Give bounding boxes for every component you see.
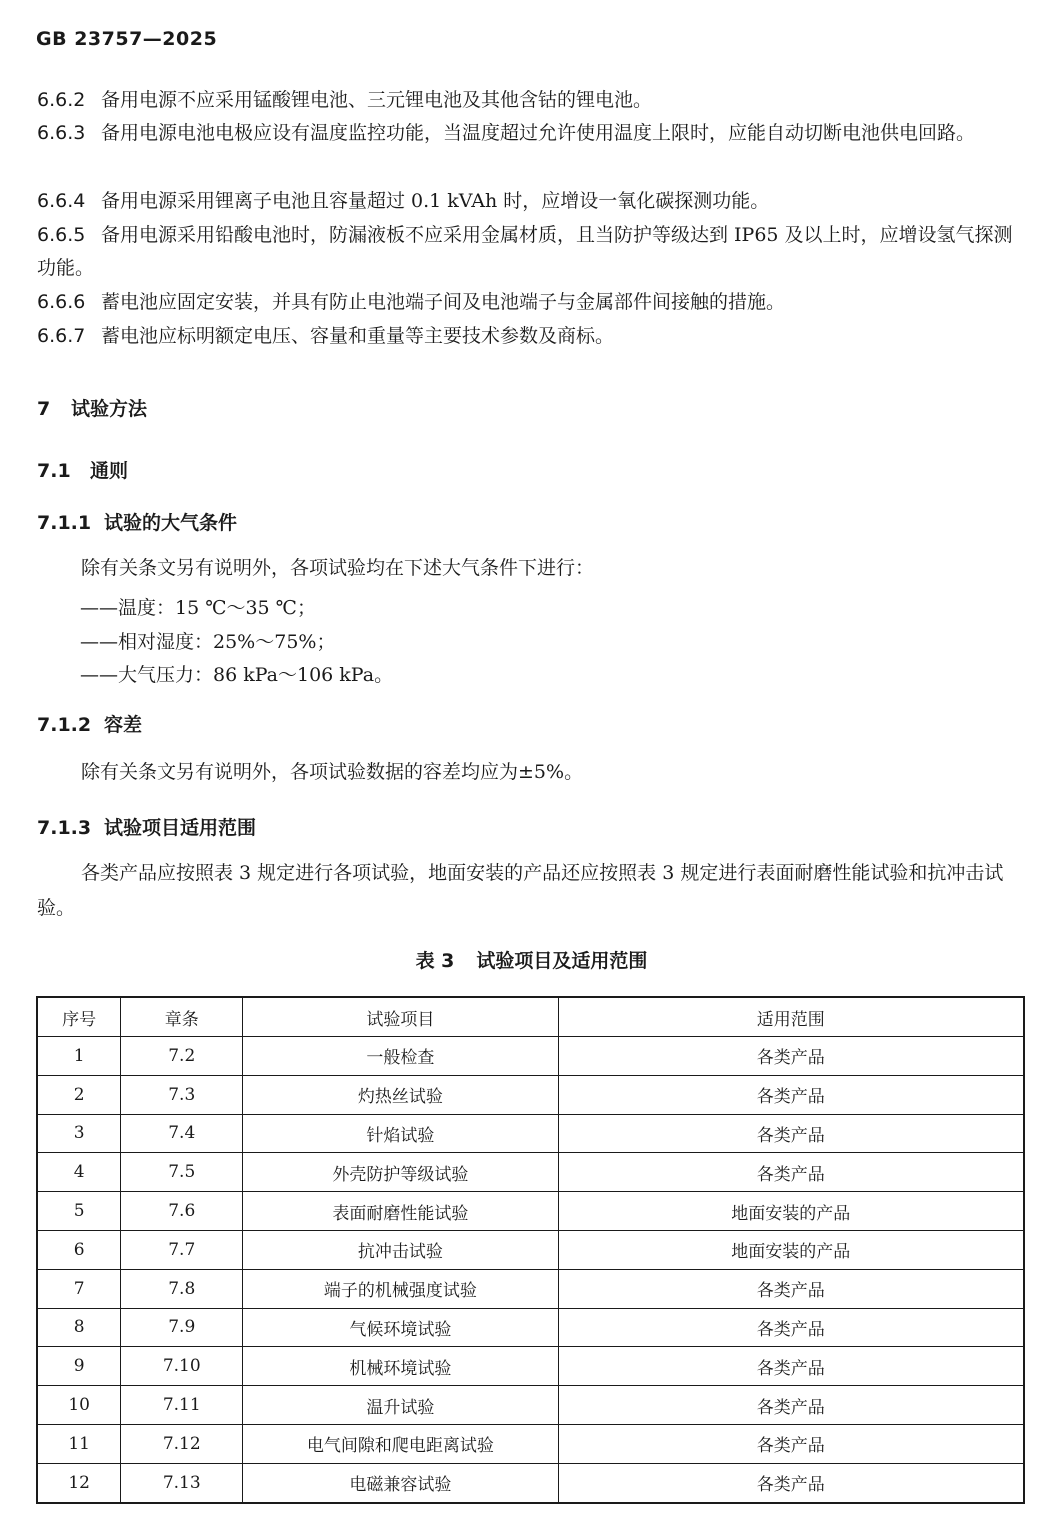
cell-scope: 地面安装的产品	[558, 1192, 1024, 1231]
cell-clause: 7.6	[121, 1192, 243, 1231]
test-scope-paragraph: 各类产品应按照表 3 规定进行各项试验，地面安装的产品还应按照表 3 规定进行表面耐磨性能试验和抗冲击试验。	[37, 862, 1004, 919]
section-title: 试验项目适用范围	[104, 817, 257, 839]
clause-number: 6.6.4	[37, 190, 86, 212]
condition-humidity: ——相对湿度：25%～75%；	[80, 631, 336, 653]
cell-scope: 各类产品	[558, 1075, 1024, 1114]
clause-text: 备用电源不应采用锰酸锂电池、三元锂电池及其他含钴的锂电池。	[101, 89, 653, 111]
cell-serial: 9	[37, 1347, 121, 1386]
cell-clause: 7.4	[121, 1114, 243, 1153]
clause-number: 6.6.3	[37, 122, 86, 144]
clause-number: 6.6.5	[37, 224, 86, 246]
cell-clause: 7.5	[121, 1153, 243, 1192]
cell-serial: 6	[37, 1230, 121, 1269]
cell-clause: 7.11	[121, 1386, 243, 1425]
cell-clause: 7.12	[121, 1424, 243, 1463]
cell-serial: 10	[37, 1386, 121, 1425]
condition-temperature: ——温度：15 ℃～35 ℃；	[80, 597, 316, 619]
section-number: 7	[37, 398, 51, 420]
cell-serial: 8	[37, 1308, 121, 1347]
table-row	[37, 1192, 1024, 1231]
standard-code-header: GB 23757—2025	[36, 28, 218, 50]
clause-number: 6.6.2	[37, 89, 86, 111]
section-number: 7.1.1	[37, 512, 92, 534]
clause-6-6-7	[37, 320, 1027, 353]
cell-serial: 3	[37, 1114, 121, 1153]
header-scope: 适用范围	[558, 997, 1024, 1037]
cell-test-item: 一般检查	[243, 1037, 558, 1076]
cell-serial: 1	[37, 1037, 121, 1076]
cell-clause: 7.2	[121, 1037, 243, 1076]
section-number: 7.1.2	[37, 714, 92, 736]
clause-number: 6.6.7	[37, 325, 86, 347]
cell-scope: 各类产品	[558, 1114, 1024, 1153]
section-number: 7.1	[37, 460, 71, 482]
section-7-1-3-heading	[37, 813, 256, 840]
clause-text: 蓄电池应标明额定电压、容量和重量等主要技术参数及商标。	[101, 325, 615, 347]
header-clause: 章条	[121, 997, 243, 1037]
table-row	[37, 1347, 1024, 1386]
clause-6-6-6	[37, 286, 1027, 319]
cell-scope: 各类产品	[558, 1347, 1024, 1386]
cell-scope: 各类产品	[558, 1463, 1024, 1502]
section-7-1-2-heading	[37, 710, 142, 737]
cell-test-item: 机械环境试验	[243, 1347, 558, 1386]
cell-clause: 7.10	[121, 1347, 243, 1386]
section-title: 容差	[104, 714, 143, 736]
section-title: 通则	[90, 460, 129, 482]
header-test-item: 试验项目	[243, 997, 558, 1037]
cell-scope: 各类产品	[558, 1308, 1024, 1347]
table-label: 表 3	[415, 950, 455, 972]
atmospheric-conditions-intro: 除有关条文另有说明外，各项试验均在下述大气条件下进行：	[81, 557, 595, 579]
cell-test-item: 针焰试验	[243, 1114, 558, 1153]
table-row	[37, 1269, 1024, 1308]
cell-clause: 7.3	[121, 1075, 243, 1114]
cell-test-item: 电气间隙和爬电距离试验	[243, 1424, 558, 1463]
clause-6-6-3	[37, 117, 1027, 150]
section-7-1-1-heading	[37, 508, 237, 535]
cell-clause: 7.9	[121, 1308, 243, 1347]
section-title: 试验方法	[71, 398, 148, 420]
tolerance-paragraph: 除有关条文另有说明外，各项试验数据的容差均应为±5%。	[81, 761, 584, 783]
cell-test-item: 灼热丝试验	[243, 1075, 558, 1114]
clause-text: 备用电源采用铅酸电池时，防漏液板不应采用金属材质，且当防护等级达到 IP65 及以上时，应增设氢气探测功能。	[37, 224, 1013, 279]
cell-serial: 5	[37, 1192, 121, 1231]
section-number: 7.1.3	[37, 817, 92, 839]
clause-6-6-2	[37, 84, 1027, 117]
table-row	[37, 1075, 1024, 1114]
cell-test-item: 抗冲击试验	[243, 1230, 558, 1269]
condition-pressure: ——大气压力：86 kPa～106 kPa。	[80, 664, 394, 686]
cell-clause: 7.13	[121, 1463, 243, 1502]
table-row	[37, 1386, 1024, 1425]
cell-serial: 12	[37, 1463, 121, 1502]
table-header-row	[37, 997, 1024, 1037]
cell-test-item: 端子的机械强度试验	[243, 1269, 558, 1308]
cell-test-item: 表面耐磨性能试验	[243, 1192, 558, 1231]
clause-text: 蓄电池应固定安装，并具有防止电池端子间及电池端子与金属部件间接触的措施。	[101, 291, 786, 313]
clause-number: 6.6.6	[37, 291, 86, 313]
table-row	[37, 1424, 1024, 1463]
clause-6-6-5	[37, 219, 1027, 285]
cell-clause: 7.8	[121, 1269, 243, 1308]
test-items-table	[36, 996, 1025, 1504]
table-caption	[0, 946, 1063, 973]
cell-scope: 各类产品	[558, 1153, 1024, 1192]
cell-scope: 地面安装的产品	[558, 1230, 1024, 1269]
table-title: 试验项目及适用范围	[476, 950, 648, 972]
cell-scope: 各类产品	[558, 1037, 1024, 1076]
cell-clause: 7.7	[121, 1230, 243, 1269]
cell-serial: 4	[37, 1153, 121, 1192]
table-row	[37, 1153, 1024, 1192]
cell-test-item: 外壳防护等级试验	[243, 1153, 558, 1192]
clause-text: 备用电源电池电极应设有温度监控功能，当温度超过允许使用温度上限时，应能自动切断电池供电回路。	[101, 122, 976, 144]
clause-6-6-4	[37, 185, 1027, 218]
cell-scope: 各类产品	[558, 1269, 1024, 1308]
clause-text: 备用电源采用锂离子电池且容量超过 0.1 kVAh 时，应增设一氧化碳探测功能。	[101, 190, 770, 212]
cell-serial: 11	[37, 1424, 121, 1463]
table-row	[37, 1114, 1024, 1153]
cell-serial: 2	[37, 1075, 121, 1114]
table-row	[37, 1308, 1024, 1347]
cell-test-item: 气候环境试验	[243, 1308, 558, 1347]
cell-test-item: 电磁兼容试验	[243, 1463, 558, 1502]
header-serial: 序号	[37, 997, 121, 1037]
cell-scope: 各类产品	[558, 1424, 1024, 1463]
table-row	[37, 1037, 1024, 1076]
table-row	[37, 1230, 1024, 1269]
cell-serial: 7	[37, 1269, 121, 1308]
section-title: 试验的大气条件	[104, 512, 238, 534]
section-7-1-heading	[37, 456, 128, 483]
table-row	[37, 1463, 1024, 1502]
section-7-heading	[37, 394, 147, 421]
cell-test-item: 温升试验	[243, 1386, 558, 1425]
cell-scope: 各类产品	[558, 1386, 1024, 1425]
